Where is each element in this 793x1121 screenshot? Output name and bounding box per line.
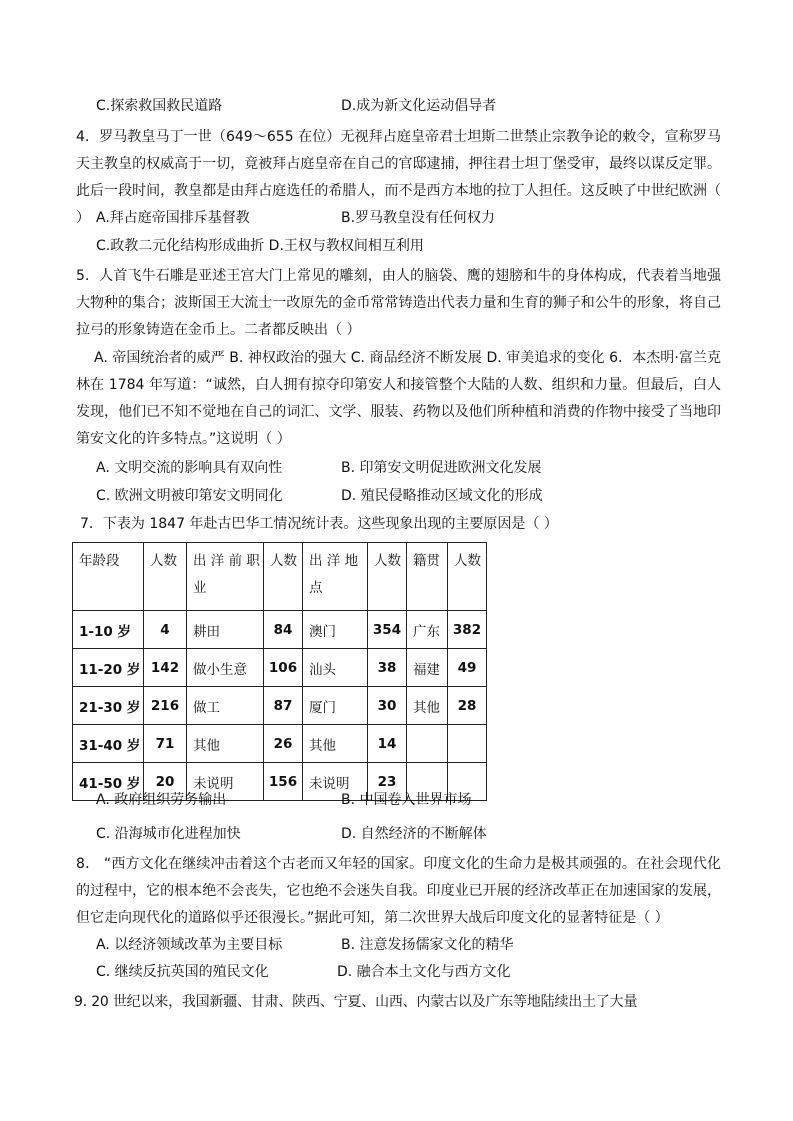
- q6-option-c: C. 欧洲文明被印第安文明同化: [96, 488, 283, 504]
- table-cell: 其他: [303, 725, 368, 763]
- table-cell: 84: [264, 611, 303, 649]
- table-cell: 未说明: [303, 763, 368, 801]
- table-cell: 354: [368, 611, 407, 649]
- table-cell: 26: [264, 725, 303, 763]
- table-header-cell: 人数: [144, 543, 187, 611]
- table-cell: 其他: [407, 687, 448, 725]
- q7-statistics-table: [72, 542, 487, 801]
- q3-option-c: C.探索救国救民道路: [96, 98, 223, 114]
- q7-stem: 7．下表为 1847 年赴古巴华工情况统计表。这些现象出现的主要原因是（ ）: [80, 516, 558, 532]
- table-cell: 49: [448, 649, 487, 687]
- q7-option-a: A. 政府组织劳务输出: [96, 792, 227, 808]
- q6-option-b: B. 印第安文明促进欧洲文化发展: [341, 460, 542, 476]
- table-cell: [448, 725, 487, 763]
- table-cell: 4: [144, 611, 187, 649]
- table-cell: 156: [264, 763, 303, 801]
- q6-option-d: D. 殖民侵略推动区域文化的形成: [341, 488, 543, 504]
- table-cell: 31-40 岁: [73, 725, 144, 763]
- table-header-cell: 年龄段: [73, 543, 144, 611]
- table-cell: 142: [144, 649, 187, 687]
- table-cell: 广东: [407, 611, 448, 649]
- table-cell: 14: [368, 725, 407, 763]
- table-cell: 28: [448, 687, 487, 725]
- table-cell: 20: [144, 763, 187, 801]
- q7-option-c: C. 沿海城市化进程加快: [96, 826, 241, 842]
- table-header-cell: 人数: [368, 543, 407, 611]
- q3-option-d: D.成为新文化运动倡导者: [341, 98, 497, 114]
- q7-option-d: D. 自然经济的不断解体: [341, 826, 487, 842]
- q6-option-a: A. 文明交流的影响具有双向性: [96, 460, 283, 476]
- table-cell: 耕田: [187, 611, 264, 649]
- q4-option-cd: C.政教二元化结构形成曲折 D.王权与教权间相互利用: [96, 238, 424, 254]
- table-header-row: [73, 543, 487, 611]
- table-cell: 30: [368, 687, 407, 725]
- table-cell: 做工: [187, 687, 264, 725]
- table-cell: 106: [264, 649, 303, 687]
- table-cell: 41-50 岁: [73, 763, 144, 801]
- q5-stem: 5．人首飞牛石雕是亚述王宫大门上常见的雕刻，由人的脑袋、鹰的翅膀和牛的身体构成，代表着当地强大物种的集合；波斯国王大流士一改原先的金币常常铸造出代表力量和生育的狮子和公牛的形象，将自己拉弓的形象铸造在金币上。二者都反映出（ ）: [76, 268, 721, 338]
- q9-stem: 9. 20 世纪以来，我国新疆、甘肃、陕西、宁夏、山西、内蒙古以及广东等地陆续出土了大量: [74, 994, 638, 1010]
- table-cell: 216: [144, 687, 187, 725]
- q4-option-b: B.罗马教皇没有任何权力: [341, 210, 496, 226]
- table-row: [73, 687, 487, 725]
- q8-option-c: C. 继续反抗英国的殖民文化: [96, 964, 269, 980]
- table-header-cell: 人数: [264, 543, 303, 611]
- q8-option-b: B. 注意发扬儒家文化的精华: [341, 937, 514, 953]
- table-cell: 11-20 岁: [73, 649, 144, 687]
- table-cell: 87: [264, 687, 303, 725]
- table-row: [73, 611, 487, 649]
- table-cell: 382: [448, 611, 487, 649]
- q7-option-b: B. 中国卷入世界市场: [341, 792, 472, 808]
- q5-options-q6-stem: A. 帝国统治者的威严 B. 神权政治的强大 C. 商品经济不断发展 D. 审美追求的变化 6．本杰明·富兰克林在 1784 年写道：“诚然，白人拥有掠夺印第安人和接管整个大陆的人数、组织和力量。但最后，白人发现，他们已不知不觉地在自己的词汇、文学、服装、药物以及他们所种植和消费的作物中接受了当地印第安文化的许多特点。”这说明（ ）: [76, 350, 721, 447]
- q8-option-d: D. 融合本土文化与西方文化: [337, 964, 511, 980]
- q4-option-a: A.拜占庭帝国排斥基督教: [96, 210, 250, 226]
- q4-stem: 4．罗马教皇马丁一世（649～655 在位）无视拜占庭皇帝君士坦斯二世禁止宗教争论的敕令，宣称罗马天主教皇的权威高于一切，竟被拜占庭皇帝在自己的官邸逮捕，押往君士坦丁堡受审，最终以谋反定罪。此后一段时间，教皇都是由拜占庭选任的希腊人，而不是西方本地的拉丁人担任。这反映了中世纪欧洲（ ）: [76, 129, 721, 226]
- table-cell: 其他: [187, 725, 264, 763]
- table-cell: 23: [368, 763, 407, 801]
- q8-option-a: A. 以经济领域改革为主要目标: [96, 937, 283, 953]
- table-header-cell: 人数: [448, 543, 487, 611]
- table-row: [73, 649, 487, 687]
- table-cell: 澳门: [303, 611, 368, 649]
- table-cell: 做小生意: [187, 649, 264, 687]
- table-cell: 38: [368, 649, 407, 687]
- table-header-cell: 出 洋 地点: [303, 543, 368, 611]
- table-header-cell: 出 洋 前 职业: [187, 543, 264, 611]
- table-cell: 汕头: [303, 649, 368, 687]
- table-cell: 71: [144, 725, 187, 763]
- table-header-cell: 籍贯: [407, 543, 448, 611]
- table-cell: 1-10 岁: [73, 611, 144, 649]
- table-cell: 厦门: [303, 687, 368, 725]
- table-cell: 福建: [407, 649, 448, 687]
- table-cell: 21-30 岁: [73, 687, 144, 725]
- q8-stem: 8． “西方文化在继续冲击着这个古老而又年轻的国家。印度文化的生命力是极其顽强的。在社会现代化的过程中，它的根本绝不会丧失，它也绝不会迷失自我。印度业已开展的经济改革正在加速国家的发展，但它走向现代化的道路似乎还很漫长。”据此可知，第二次世界大战后印度文化的显著特征是（ ）: [76, 856, 721, 926]
- table-row: [73, 725, 487, 763]
- table-cell: 未说明: [187, 763, 264, 801]
- table-cell: [407, 725, 448, 763]
